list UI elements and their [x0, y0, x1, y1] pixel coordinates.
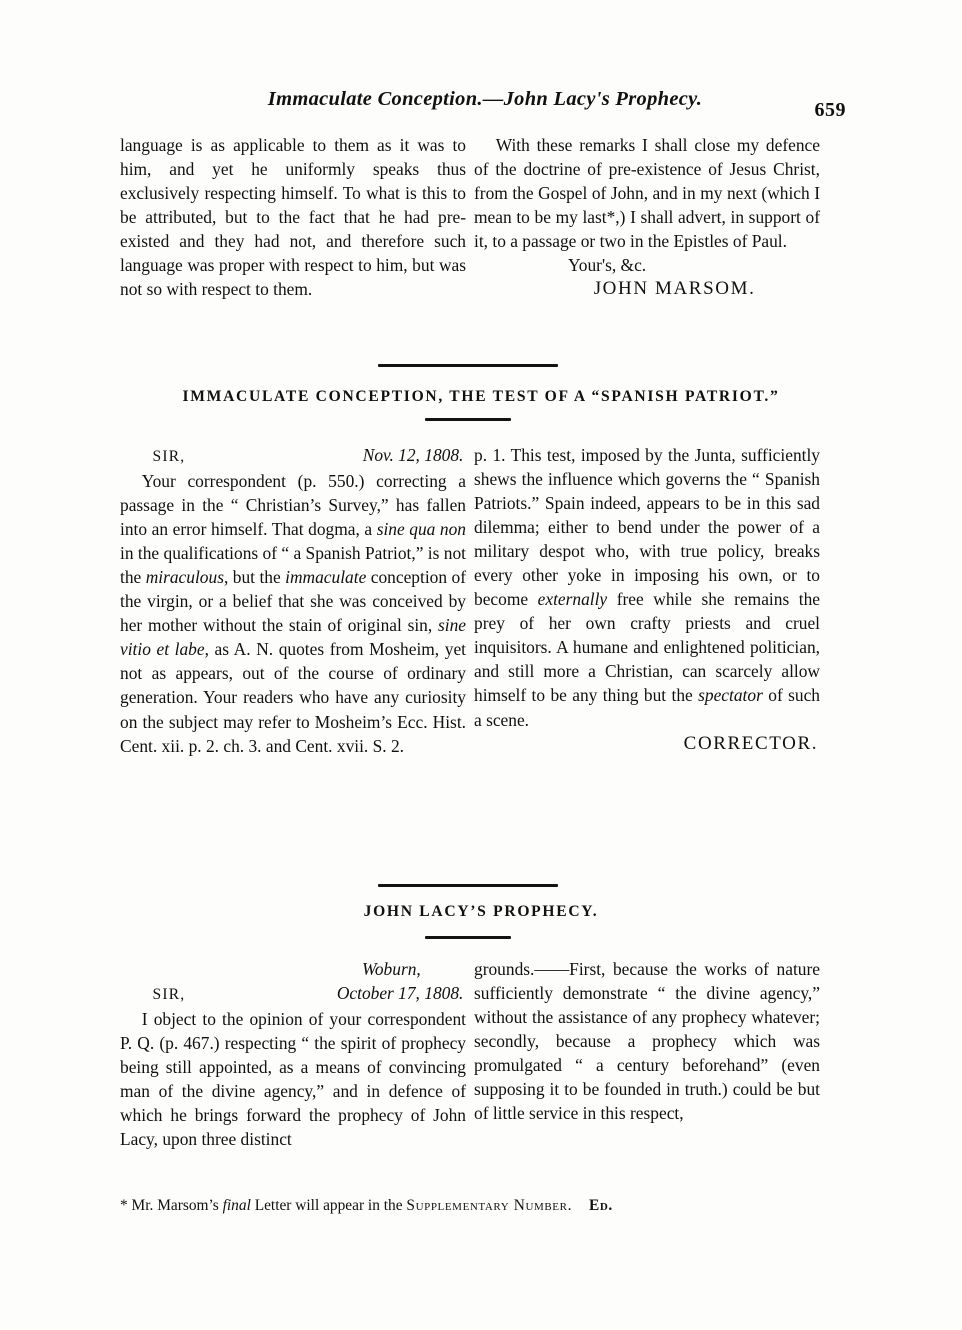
- john-lacy-left-text: I object to the opinion of your correspondent P. Q. (p. 467.) respecting “ the spirit of prophecy being still appointed, as a means of convincing man of the divine agency,” and in defence of which he brings forward the prophecy of John Lacy, upon three distinct: [120, 1009, 466, 1150]
- dateline-place: Woburn,: [361, 959, 421, 979]
- section-john-lacy-body: [120, 957, 820, 1151]
- spanish-patriot-right-text: [474, 443, 820, 732]
- dateline: Nov. 12, 1808.: [362, 445, 464, 465]
- signature-corrector: CORRECTOR.: [683, 732, 819, 754]
- section-heading-spanish-patriot: IMMACULATE CONCEPTION, THE TEST OF A “SPANISH PATRIOT.”: [182, 388, 780, 405]
- emphasis-externally: externally: [537, 589, 608, 610]
- column-right: [474, 957, 820, 1151]
- salutation: SIR,: [152, 448, 186, 465]
- text-run: free while she remains the prey of her own crafty priests and cruel inquisitors. A humane and enlightened politician, and still more a Christian, can scarcely allow himself to be any thing but the: [474, 589, 821, 706]
- john-lacy-right-text: grounds.——First, because the works of nature sufficiently demonstrate “ the divine agency,” without the assistance of any prophecy whatever; secondly, because a prophecy which was promulgated “ a century beforehand” (even supposing it to be founded in truth.) could be but of little service in this respect,: [474, 959, 820, 1124]
- latin-phrase: sine qua non: [376, 519, 467, 540]
- salutation: SIR,: [152, 986, 186, 1004]
- emphasis-miraculous: miraculous: [145, 567, 224, 588]
- divider-rule: [378, 364, 558, 367]
- continued-text-left: language is as applicable to them as it was to him, and yet he uniformly speaks thus exclusively respecting himself. To what is this to be attributed, but to the fact that he had pre-existed and they had not, and therefore such language was proper with respect to him, but was not so with respect to them.: [120, 135, 466, 300]
- footnote: [120, 1196, 840, 1216]
- page-number: 659: [814, 99, 846, 121]
- divider-rule: [425, 418, 511, 421]
- section-heading-john-lacy: JOHN LACY’S PROPHECY.: [363, 903, 599, 920]
- text-run: Mr. Marsom’s: [127, 1197, 223, 1214]
- footnote-emphasis: final: [222, 1197, 251, 1214]
- dateline: October 17, 1808.: [336, 983, 464, 1004]
- text-run: , as A. N. quotes from Mosheim, yet not as appears, out of the course of ordinary generation. Your readers who have any curiosity on the subject may refer to Mosheim’s Ecc. Hist. Cent. xii. p. 2. ch. 3. and Cent. xvii. S. 2.: [120, 639, 466, 756]
- text-run: in the qualifications of “ a Spanish Patriot,” is not the: [120, 543, 466, 588]
- footnote-editor-mark: Ed.: [588, 1197, 613, 1214]
- text-run: , but the: [223, 567, 286, 588]
- latin-phrase: sine vitio et labe: [120, 615, 466, 660]
- column-left: [120, 443, 466, 758]
- running-head-title: Immaculate Conception.—John Lacy's Prophecy.: [267, 88, 703, 110]
- running-head: [120, 88, 850, 122]
- article-continued: [120, 133, 820, 301]
- dateline-row: [120, 443, 466, 469]
- text-run: Letter will appear in the: [250, 1197, 407, 1214]
- section-spanish-patriot-body: [120, 443, 820, 758]
- text-run: p. 1. This test, imposed by the Junta, sufficiently shews the influence which governs the “ Spanish Patriots.” Spain indeed, appears to be in this sad dilemma; either to bend under the power of a military despot who, with true policy, breaks every other yoke in imposing his own, or to become: [474, 445, 820, 610]
- signature-john-marsom: JOHN MARSOM.: [593, 278, 756, 300]
- column-right: [474, 133, 820, 301]
- spanish-patriot-left-text: [120, 469, 466, 758]
- continued-text-right: With these remarks I shall close my defence of the doctrine of pre-existence of Jesus Christ, from the Gospel of John, and in my next (which I mean to be my last*,) I shall advert, in support of it, to a passage or two in the Epistles of Paul.: [474, 135, 820, 252]
- dateline-row: [120, 981, 466, 1007]
- letter-closing: Your's, &c.: [567, 255, 647, 276]
- column-left: [120, 957, 466, 1151]
- text-run: conception of the virgin, or a belief that she was conceived by her mother without the stain of original sin,: [120, 567, 466, 636]
- divider-rule: [378, 884, 558, 887]
- column-left: [120, 133, 466, 301]
- emphasis-immaculate: immaculate: [285, 567, 367, 588]
- footnote-supplementary-number: Supplementary Number.: [406, 1197, 573, 1214]
- emphasis-spectator: spectator: [698, 685, 763, 706]
- footnote-marker: *: [120, 1197, 128, 1214]
- text-run: of such a scene.: [474, 685, 820, 730]
- text-run: Your correspondent (p. 550.) correcting a passage in the “ Christian’s Survey,” has fallen into an error himself. That dogma, a: [120, 471, 466, 540]
- column-right: [474, 443, 820, 758]
- divider-rule: [425, 936, 511, 939]
